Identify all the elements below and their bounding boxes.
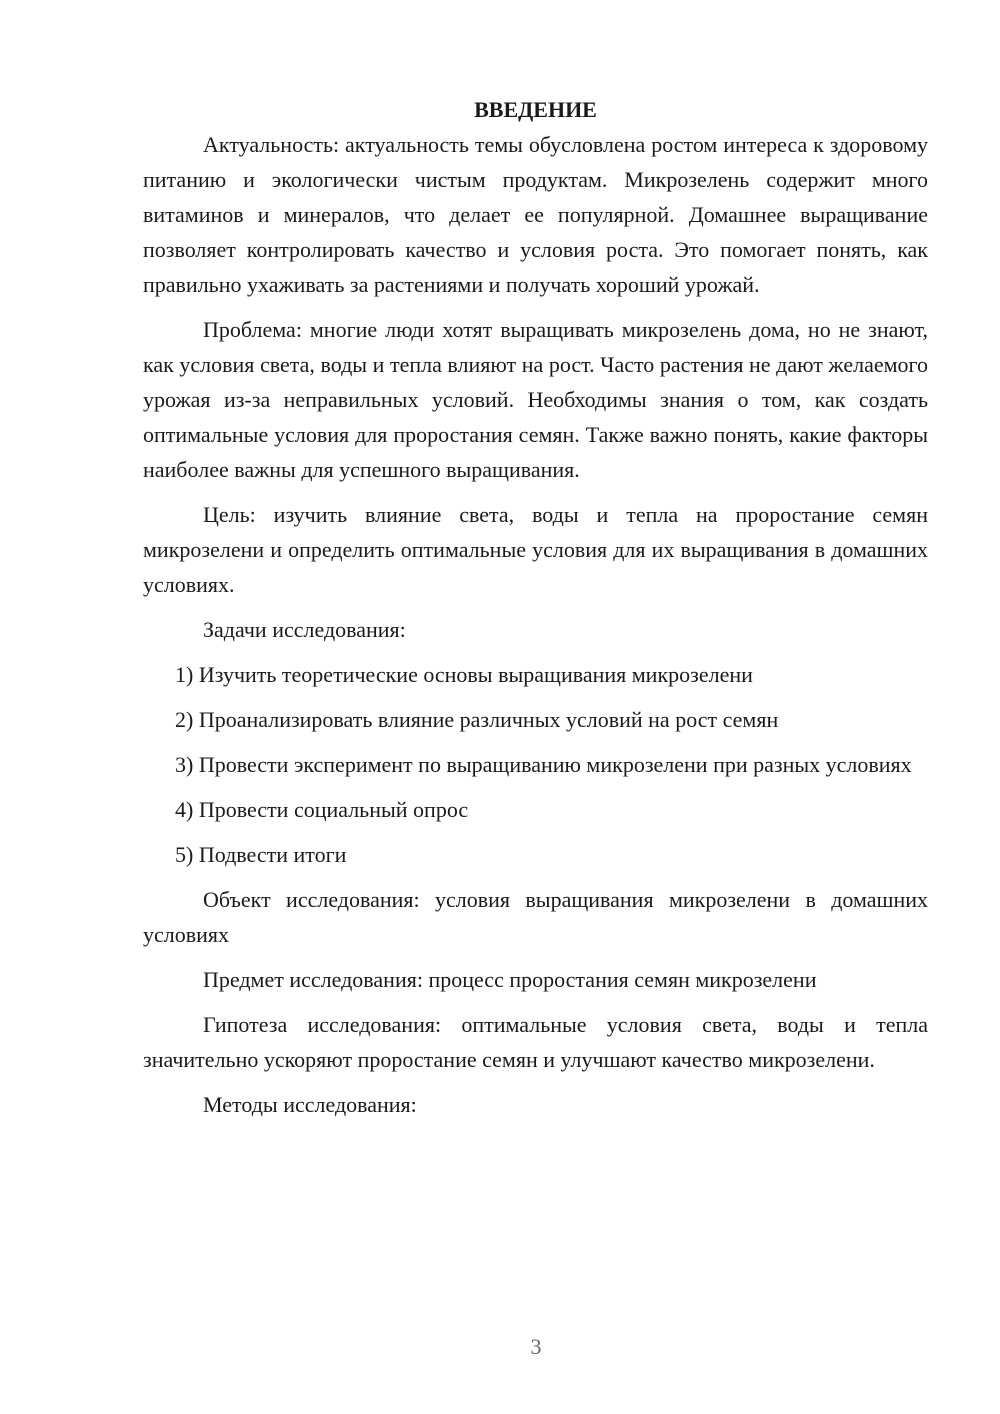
paragraph-methods: Методы исследования:	[203, 1092, 417, 1117]
page-number: 3	[530, 1334, 542, 1359]
paragraph-problem: Проблема: многие люди хотят выращивать микрозелень дома, но не знают, как условия света, воды и тепла влияют на рост. Часто растения не дают желаемого урожая из-за неправильных условий. Необходимы знания о том, как создать оптимальные условия для проростания семян. Также важно понять, какие факторы наиболее важны для успешного выращивания.	[143, 317, 928, 482]
task-item-4: 4) Провести социальный опрос	[175, 797, 469, 822]
task-item-5: 5) Подвести итоги	[175, 842, 347, 867]
task-item-3: 3) Провести эксперимент по выращиванию микрозелени при разных условиях	[175, 752, 912, 777]
document-body	[143, 92, 928, 1132]
paragraph-tasks-heading: Задачи исследования:	[203, 617, 406, 642]
paragraph-relevance: Актуальность: актуальность темы обусловлена ростом интереса к здоровому питанию и экологически чистым продуктам. Микрозелень содержит много витаминов и минералов, что делает ее популярной. Домашнее выращивание позволяет контролировать качество и условия роста. Это помогает понять, как правильно ухаживать за растениями и получать хороший урожай.	[143, 132, 928, 297]
task-item-1: 1) Изучить теоретические основы выращивания микрозелени	[175, 662, 753, 687]
paragraph-goal: Цель: изучить влияние света, воды и тепла на проростание семян микрозелени и определить оптимальные условия для их выращивания в домашних условиях.	[143, 502, 928, 597]
paragraph-object: Объект исследования: условия выращивания микрозелени в домашних условиях	[143, 887, 928, 947]
paragraph-hypothesis: Гипотеза исследования: оптимальные условия света, воды и тепла значительно ускоряют проростание семян и улучшают качество микрозелени.	[143, 1012, 928, 1072]
page-title: ВВЕДЕНИЕ	[474, 97, 597, 122]
paragraph-subject: Предмет исследования: процесс проростания семян микрозелени	[203, 967, 817, 992]
task-item-2: 2) Проанализировать влияние различных условий на рост семян	[175, 707, 779, 732]
